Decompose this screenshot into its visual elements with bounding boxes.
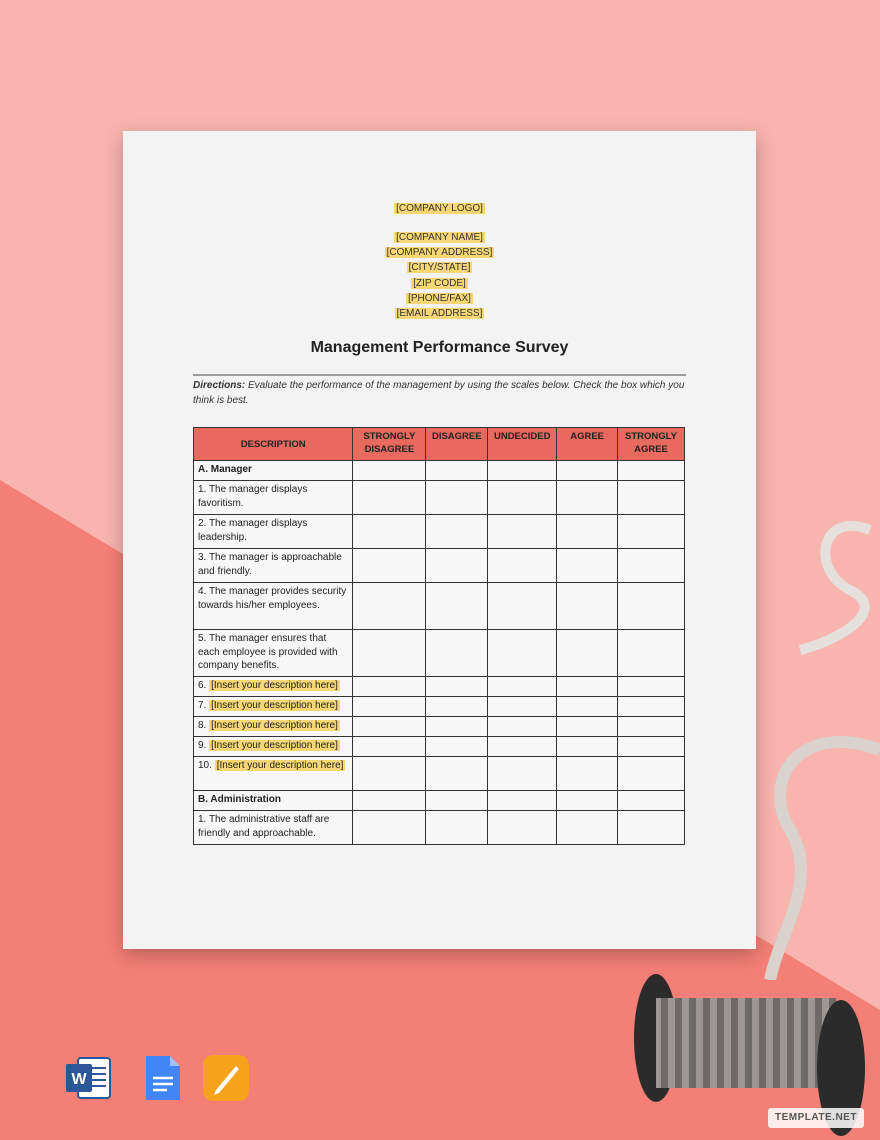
row-text: 1. The manager displays favoritism. (198, 484, 308, 509)
rating-cell[interactable] (426, 583, 488, 630)
pages-icon[interactable] (202, 1054, 250, 1102)
rating-cell[interactable] (557, 757, 618, 791)
row-text: 3. The manager is approachable and friendly. (198, 552, 342, 577)
rating-cell[interactable] (557, 461, 618, 481)
survey-table (193, 427, 685, 845)
row-description (194, 791, 353, 811)
rating-cell[interactable] (618, 791, 685, 811)
rating-cell[interactable] (488, 791, 557, 811)
rating-cell[interactable] (557, 515, 618, 549)
column-header-undecided: UNDECIDED (488, 428, 557, 461)
rating-cell[interactable] (618, 461, 685, 481)
rating-cell[interactable] (353, 630, 426, 677)
table-row (194, 630, 685, 677)
rating-cell[interactable] (353, 757, 426, 791)
rating-cell[interactable] (353, 549, 426, 583)
rating-cell[interactable] (488, 737, 557, 757)
row-description (194, 630, 353, 677)
company-city-state: [CITY/STATE] (408, 262, 471, 274)
table-row (194, 549, 685, 583)
rating-cell[interactable] (426, 697, 488, 717)
row-text: [Insert your description here] (211, 720, 338, 731)
table-row (194, 717, 685, 737)
rating-cell[interactable] (426, 757, 488, 791)
row-description (194, 549, 353, 583)
rating-cell[interactable] (618, 811, 685, 845)
row-text: 4. The manager provides security towards his/her employees. (198, 586, 347, 611)
rating-cell[interactable] (426, 481, 488, 515)
table-row (194, 737, 685, 757)
rating-cell[interactable] (353, 717, 426, 737)
rating-cell[interactable] (426, 677, 488, 697)
row-number: 9. (198, 740, 210, 751)
rating-cell[interactable] (488, 583, 557, 630)
row-description (194, 697, 353, 717)
rating-cell[interactable] (426, 791, 488, 811)
rating-cell[interactable] (353, 583, 426, 630)
google-docs-icon[interactable] (138, 1054, 186, 1102)
table-row (194, 583, 685, 630)
rating-cell[interactable] (557, 677, 618, 697)
rating-cell[interactable] (488, 757, 557, 791)
row-description (194, 737, 353, 757)
rating-cell[interactable] (426, 461, 488, 481)
rating-cell[interactable] (557, 737, 618, 757)
directions-label: Directions: (193, 380, 246, 391)
rating-cell[interactable] (557, 717, 618, 737)
row-text: 5. The manager ensures that each employee is provided with company benefits. (198, 633, 338, 671)
row-text: [Insert your description here] (216, 760, 344, 771)
rating-cell[interactable] (557, 791, 618, 811)
word-icon[interactable] (64, 1054, 112, 1102)
row-text: 1. The administrative staff are friendly and approachable. (198, 814, 330, 839)
row-text: A. Manager (198, 464, 252, 475)
company-address: [COMPANY ADDRESS] (386, 247, 493, 259)
rating-cell[interactable] (618, 515, 685, 549)
rating-cell[interactable] (426, 515, 488, 549)
column-header-strongly-disagree: STRONGLY DISAGREE (353, 428, 426, 461)
rating-cell[interactable] (353, 791, 426, 811)
row-description (194, 677, 353, 697)
table-row (194, 697, 685, 717)
rating-cell[interactable] (618, 677, 685, 697)
rating-cell[interactable] (557, 481, 618, 515)
table-row (194, 677, 685, 697)
rating-cell[interactable] (353, 811, 426, 845)
rating-cell[interactable] (353, 481, 426, 515)
rating-cell[interactable] (353, 737, 426, 757)
rating-cell[interactable] (426, 630, 488, 677)
rating-cell[interactable] (488, 515, 557, 549)
rating-cell[interactable] (488, 481, 557, 515)
company-info (123, 230, 756, 321)
rating-cell[interactable] (488, 630, 557, 677)
rating-cell[interactable] (488, 461, 557, 481)
rating-cell[interactable] (426, 717, 488, 737)
table-row (194, 481, 685, 515)
row-number: 6. (198, 680, 210, 691)
company-phone-fax: [PHONE/FAX] (408, 292, 471, 304)
rating-cell[interactable] (618, 717, 685, 737)
table-header-row (194, 428, 685, 461)
row-description (194, 717, 353, 737)
row-description (194, 515, 353, 549)
rating-cell[interactable] (488, 717, 557, 737)
table-row (194, 757, 685, 791)
table-row (194, 811, 685, 845)
rating-cell[interactable] (353, 515, 426, 549)
rating-cell[interactable] (426, 549, 488, 583)
rating-cell[interactable] (353, 461, 426, 481)
row-text: [Insert your description here] (211, 740, 338, 751)
document-title: Management Performance Survey (310, 339, 569, 356)
section-row (194, 461, 685, 481)
rating-cell[interactable] (557, 811, 618, 845)
company-logo-placeholder: [COMPANY LOGO] (396, 203, 483, 214)
svg-text:W: W (71, 1071, 87, 1088)
rating-cell[interactable] (488, 811, 557, 845)
column-header-strongly-agree: STRONGLY AGREE (618, 428, 685, 461)
rating-cell[interactable] (557, 549, 618, 583)
row-text: 2. The manager displays leadership. (198, 518, 308, 543)
company-zip: [ZIP CODE] (413, 277, 466, 289)
rating-cell[interactable] (557, 583, 618, 630)
directions-text: Evaluate the performance of the management by using the scales below. Check the box which you think is best. (193, 380, 685, 406)
rating-cell[interactable] (488, 697, 557, 717)
row-description (194, 811, 353, 845)
column-header-agree: AGREE (557, 428, 618, 461)
rating-cell[interactable] (618, 481, 685, 515)
rating-cell[interactable] (426, 737, 488, 757)
rating-cell[interactable] (557, 697, 618, 717)
column-header-description: DESCRIPTION (194, 428, 353, 461)
column-header-disagree: DISAGREE (426, 428, 488, 461)
row-number: 10. (198, 760, 215, 771)
divider (193, 374, 686, 376)
rating-cell[interactable] (488, 549, 557, 583)
row-number: 7. (198, 700, 210, 711)
document-page (123, 131, 756, 949)
rating-cell[interactable] (618, 630, 685, 677)
table-row (194, 515, 685, 549)
company-name: [COMPANY NAME] (396, 232, 483, 243)
directions (193, 378, 689, 408)
row-text: B. Administration (198, 794, 281, 805)
rating-cell[interactable] (618, 583, 685, 630)
rating-cell[interactable] (353, 697, 426, 717)
section-row (194, 791, 685, 811)
company-email: [EMAIL ADDRESS] (396, 307, 483, 319)
rating-cell[interactable] (426, 811, 488, 845)
brand-watermark: TEMPLATE.NET (768, 1108, 864, 1128)
row-text: [Insert your description here] (211, 700, 338, 711)
rating-cell[interactable] (488, 677, 557, 697)
row-description (194, 481, 353, 515)
rating-cell[interactable] (557, 630, 618, 677)
rating-cell[interactable] (618, 549, 685, 583)
rating-cell[interactable] (618, 737, 685, 757)
row-number: 8. (198, 720, 210, 731)
rating-cell[interactable] (618, 757, 685, 791)
row-description (194, 461, 353, 481)
ribbon-decoration (720, 510, 880, 980)
rating-cell[interactable] (618, 697, 685, 717)
row-description (194, 583, 353, 630)
row-text: [Insert your description here] (211, 680, 338, 691)
rating-cell[interactable] (353, 677, 426, 697)
row-description (194, 757, 353, 791)
